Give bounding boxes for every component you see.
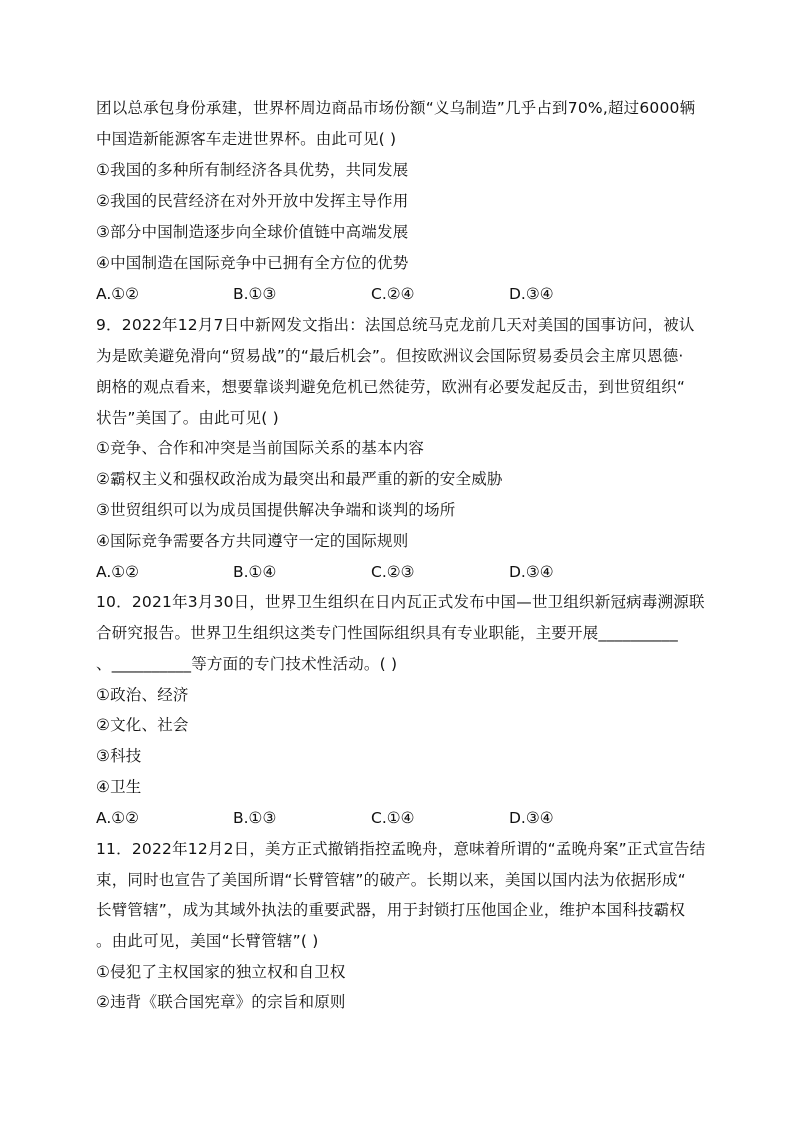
q9-stem-line-2: 为是欧美避免滑向“贸易战”的“最后机会”。但按欧洲议会国际贸易委员会主席贝恩德·: [96, 347, 684, 365]
q9-option-d: D.③④: [509, 563, 554, 581]
q8-statement-2: ②我国的民营经济在对外开放中发挥主导作用: [96, 192, 409, 210]
q11-stem-line-3: 长臂管辖”，成为其域外执法的重要武器，用于封锁打压他国企业，维护本国科技霸权: [96, 901, 686, 919]
q8-options: [96, 283, 706, 305]
q9-stem-line-4: 状告”美国了。由此可见( ): [96, 409, 279, 427]
q8-option-d: D.③④: [509, 285, 554, 303]
q10-option-a: A.①②: [96, 809, 140, 827]
q11-stem-line-4: 。由此可见，美国“长臂管辖”( ): [96, 932, 319, 950]
q10-option-d: D.③④: [509, 809, 554, 827]
q8-option-a: A.①②: [96, 285, 140, 303]
q11-stem-line-1: 11．2022年12月2日，美方正式撤销指控孟晚舟，意味着所谓的“孟晚舟案”正式宣告结: [96, 840, 706, 858]
q9-statement-2: ②霸权主义和强权政治成为最突出和最严重的新的安全威胁: [96, 470, 503, 488]
q8-statement-1: ①我国的多种所有制经济各具优势，共同发展: [96, 161, 409, 179]
q9-options: [96, 561, 706, 583]
q10-statement-4: ④卫生: [96, 778, 142, 796]
q10-statement-3: ③科技: [96, 747, 142, 765]
q8-statement-4: ④中国制造在国际竞争中已拥有全方位的优势: [96, 254, 409, 272]
q8-option-b: B.①③: [233, 285, 277, 303]
q9-statement-1: ①竞争、合作和冲突是当前国际关系的基本内容: [96, 439, 425, 457]
q11-statement-1: ①侵犯了主权国家的独立权和自卫权: [96, 963, 346, 981]
q8-stem-line-2: 中国造新能源客车走进世界杯。由此可见( ): [96, 130, 397, 148]
q10-option-b: B.①③: [233, 809, 277, 827]
q10-stem-line-3: 、__________等方面的专门技术性活动。( ): [96, 655, 398, 673]
q9-option-c: C.②③: [371, 563, 415, 581]
q9-stem-line-1: 9．2022年12月7日中新网发文指出：法国总统马克龙前几天对美国的国事访问，被认: [96, 316, 695, 334]
q10-statement-2: ②文化、社会: [96, 716, 189, 734]
q9-statement-4: ④国际竞争需要各方共同遵守一定的国际规则: [96, 532, 409, 550]
q8-stem-line-1: 团以总承包身份承建，世界杯周边商品市场份额“义乌制造”几乎占到70%,超过6000辆: [96, 99, 696, 117]
q8-option-c: C.②④: [371, 285, 415, 303]
q10-stem-line-2: 合研究报告。世界卫生组织这类专门性国际组织具有专业职能，主要开展__________: [96, 624, 678, 642]
q10-option-c: C.①④: [371, 809, 415, 827]
q11-stem-line-2: 束，同时也宣告了美国所谓“长臂管辖”的破产。长期以来，美国以国内法为依据形成“: [96, 871, 686, 889]
q10-statement-1: ①政治、经济: [96, 686, 189, 704]
q8-statement-3: ③部分中国制造逐步向全球价值链中高端发展: [96, 223, 409, 241]
q9-stem-line-3: 朗格的观点看来，想要靠谈判避免危机已然徒劳，欧洲有必要发起反击，到世贸组织“: [96, 378, 686, 396]
q10-stem-line-1: 10．2021年3月30日，世界卫生组织在日内瓦正式发布中国—世卫组织新冠病毒溯源联: [96, 593, 705, 611]
q9-option-a: A.①②: [96, 563, 140, 581]
q11-statement-2: ②违背《联合国宪章》的宗旨和原则: [96, 993, 346, 1011]
q9-statement-3: ③世贸组织可以为成员国提供解决争端和谈判的场所: [96, 501, 456, 519]
q9-option-b: B.①④: [233, 563, 277, 581]
q10-options: [96, 807, 706, 829]
